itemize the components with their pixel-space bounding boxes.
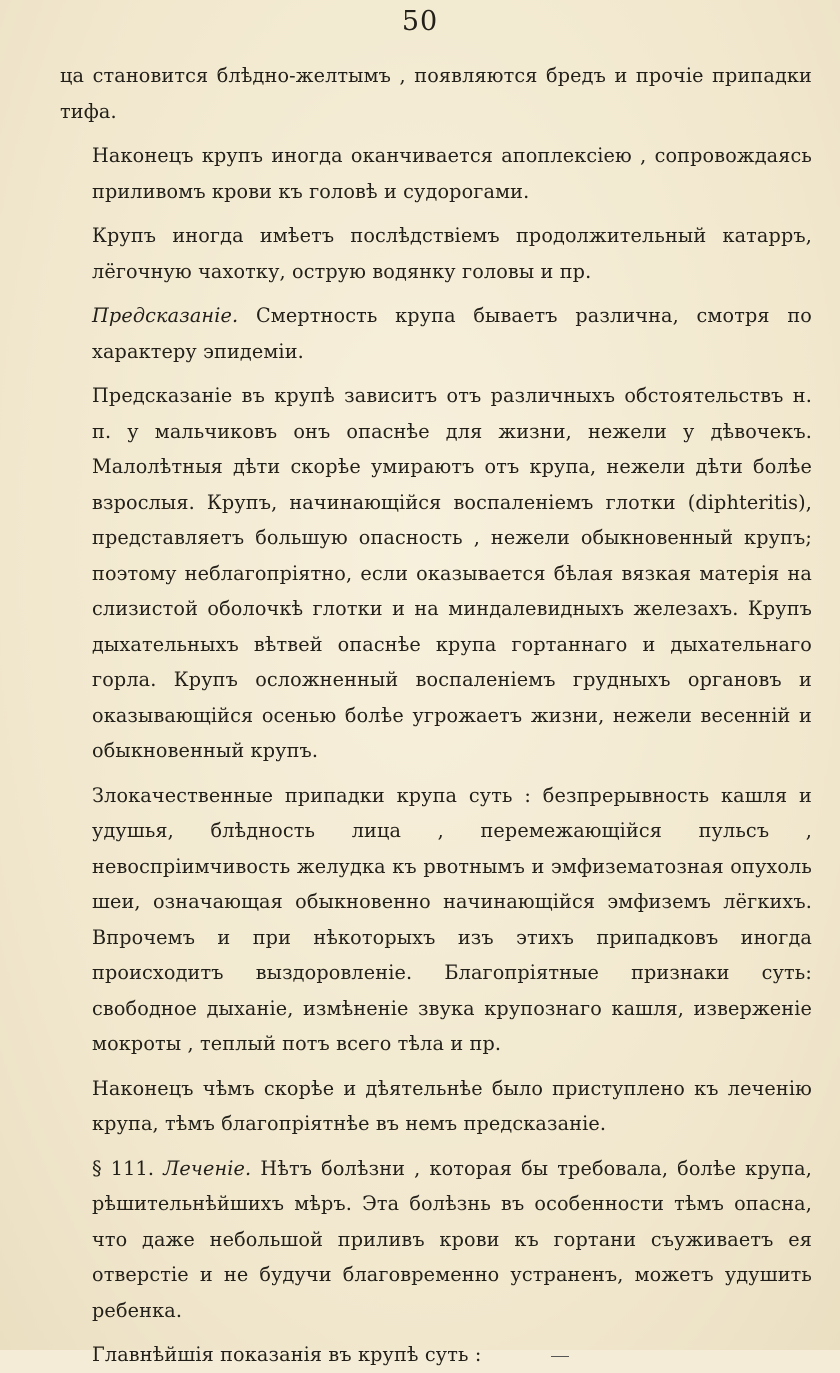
dash-mark: [551, 1356, 569, 1357]
paragraph-prognosis-intro: [92, 298, 812, 369]
paragraph-indications: [92, 1337, 812, 1373]
prognosis-intro-text: Смертность крупа бываетъ различна, смотря по характеру эпидеміи.: [92, 304, 812, 363]
prognosis-heading: Предсказаніе.: [92, 304, 239, 327]
paragraph-prognosis-factors: Предсказаніе въ крупѣ зависитъ отъ различныхъ обстоятельствъ н. п. у мальчиковъ онъ опаснѣе для жизни, нежели у дѣвочекъ. Малолѣтныя дѣти скорѣе умираютъ отъ крупа, нежели дѣти болѣе взрослыя. Крупъ, начинающійся воспаленіемъ глотки (diphteritis), представляетъ большую опасность , нежели обыкновенный крупъ; поэтому неблагопріятно, если оказывается бѣлая вязкая матерія на слизистой оболочкѣ глотки и на миндалевидныхъ железахъ. Крупъ дыхательныхъ вѣтвей опаснѣе крупа гортаннаго и дыхательнаго горла. Крупъ осложненный воспаленіемъ грудныхъ органовъ и оказывающійся осенью болѣе угрожаетъ жизни, нежели весенній и обыкновенный крупъ.: [92, 384, 812, 762]
treatment-text: Нѣтъ болѣзни , которая бы требовала, болѣе крупа, рѣшительнѣйшихъ мѣръ. Эта болѣзнь въ особенности тѣмъ опасна, что даже небольшой приливъ крови къ гортани съуживаетъ ея отверстіе и не будучи благовременно устраненъ, можетъ удушить ребенка.: [92, 1156, 812, 1322]
treatment-heading: Леченіе.: [163, 1156, 252, 1180]
indications-text: Главнѣйшія показанія въ крупѣ суть :: [92, 1343, 482, 1366]
paragraph-treatment-section: [92, 1151, 812, 1329]
page-text-body: [60, 58, 812, 1373]
paragraph-malignant-signs: Злокачественные припадки крупа суть : безпрерывность кашля и удушья, блѣдность лица , перемежающійся пульсъ , невоспріимчивость желудка къ рвотнымъ и эмфизематозная опухоль шеи, означающая обыкновенно начинающійся эмфиземъ лёгкихъ. Впрочемъ и при нѣкоторыхъ изъ этихъ припадковъ иногда происходитъ выздоровленіе. Благопріятные признаки суть: свободное дыханіе, измѣненіе звука крупознаго кашля, изверженіе мокроты , теплый потъ всего тѣла и пр.: [92, 783, 812, 1055]
paragraph-consequences: Крупъ иногда имѣетъ послѣдствіемъ продолжительный катарръ, лёгочную чахотку, острую водянку головы и пр.: [92, 224, 812, 283]
paragraph-continuation: ца становится блѣдно-желтымъ , появляются бредъ и прочіе припадки тифа.: [60, 64, 812, 123]
paragraph-treatment-timing: Наконецъ чѣмъ скорѣе и дѣятельнѣе было приступлено къ леченію крупа, тѣмъ благопріятнѣе въ немъ предсказаніе.: [92, 1076, 812, 1135]
section-number: § 111.: [92, 1156, 155, 1180]
paragraph-apoplexy: Наконецъ крупъ иногда оканчивается апоплексіею , сопровождаясь приливомъ крови къ головѣ и судорогами.: [92, 144, 812, 203]
page-number: 50: [401, 6, 439, 37]
